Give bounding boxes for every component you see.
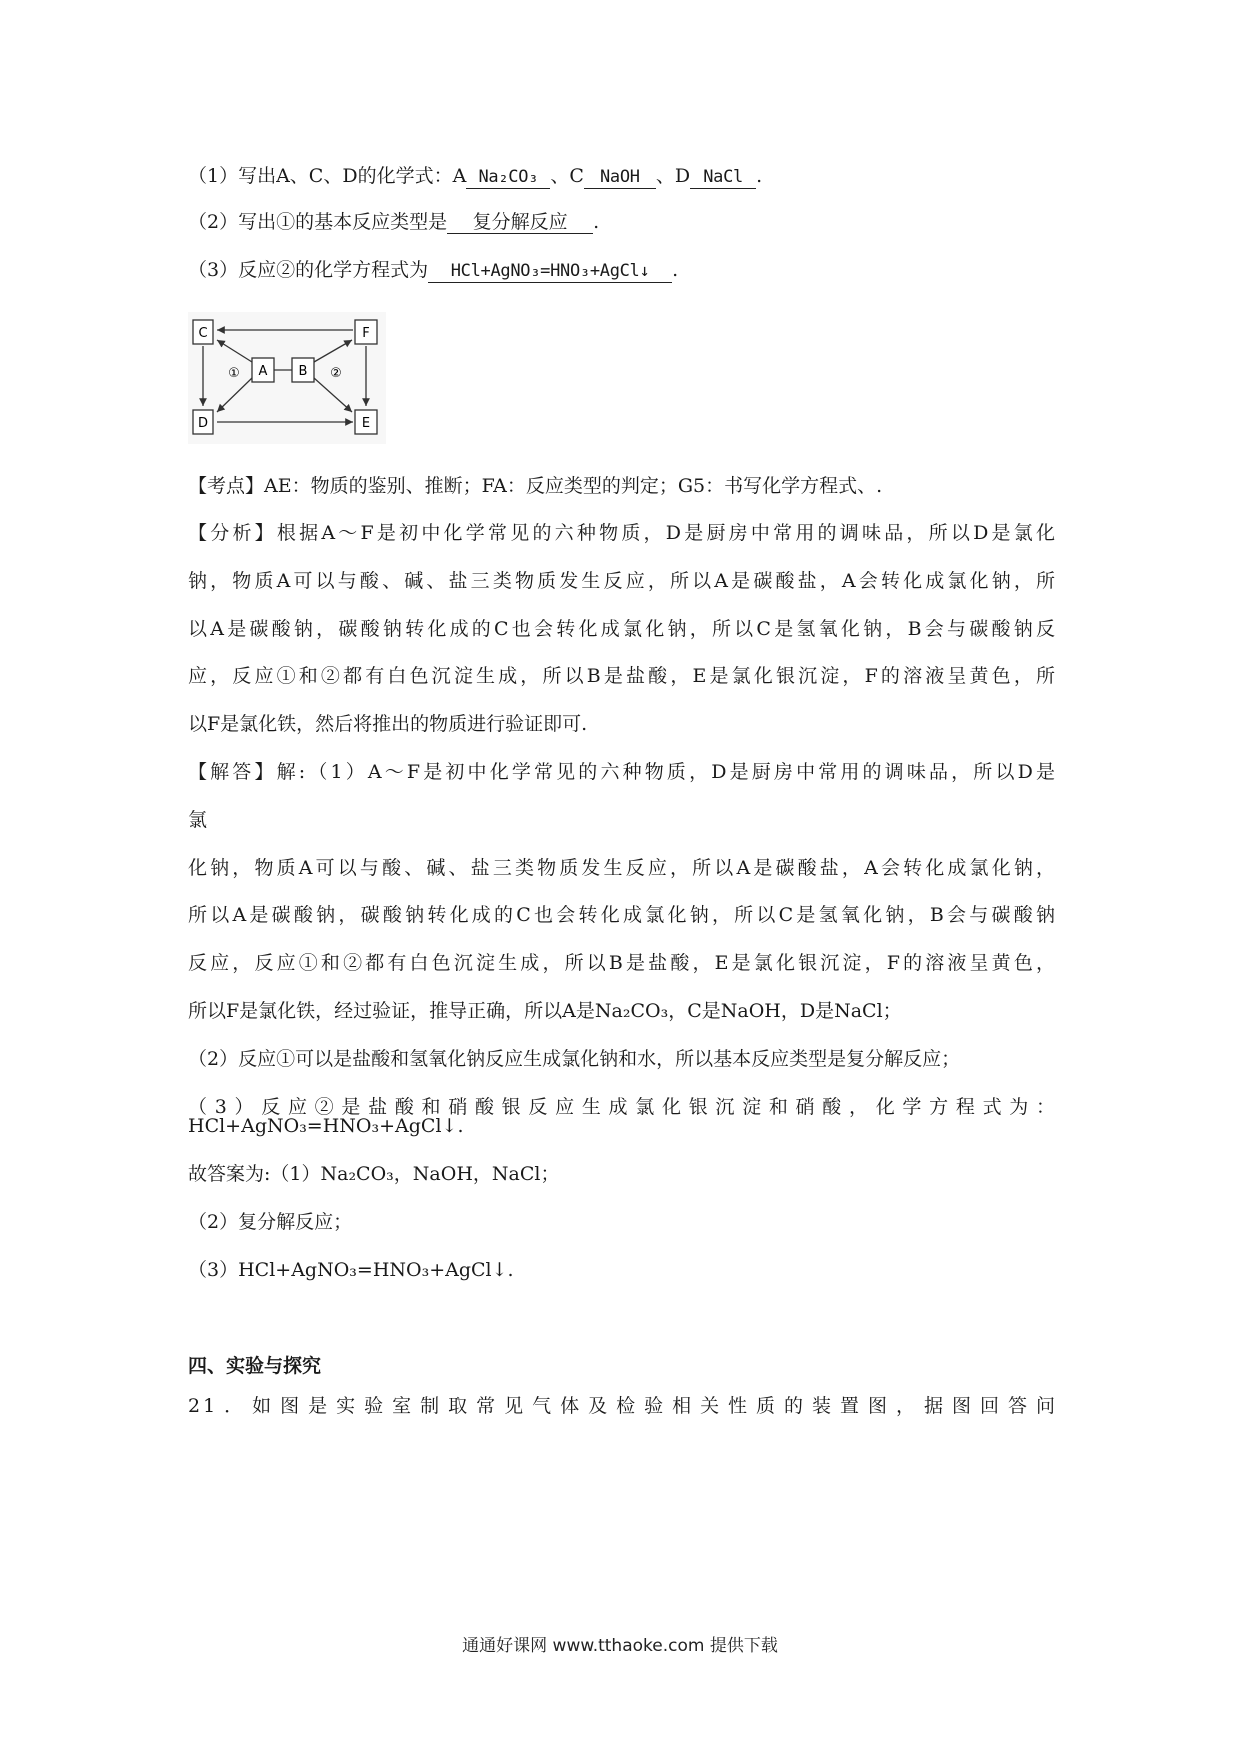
page-footer: 通通好课网 www.tthaoke.com 提供下载 bbox=[462, 1636, 778, 1656]
q3-prefix: （3）反应②的化学方程式为 bbox=[188, 259, 429, 281]
box-a bbox=[252, 358, 274, 382]
q2-end: . bbox=[593, 211, 600, 233]
question-3-line bbox=[188, 256, 678, 284]
analysis-line: 以A是碳酸钠，碳酸钠转化成的C也会转化成氯化钠，所以C是氢氧化钠，B会与碳酸钠反 bbox=[188, 617, 1058, 640]
answer-intro-line bbox=[188, 1160, 559, 1188]
question-2-line bbox=[188, 208, 599, 236]
answer-3-line bbox=[188, 1256, 514, 1284]
kaodian-text: 【考点】AE：物质的鉴别、推断；FA：反应类型的判定；G5：书写化学方程式、. bbox=[188, 475, 883, 497]
solution-equation: HCl+AgNO₃=HNO₃+AgCl↓. bbox=[188, 1115, 464, 1137]
box-b-label: B bbox=[298, 364, 308, 379]
box-c bbox=[193, 320, 213, 344]
q1-end: . bbox=[756, 165, 763, 187]
section-heading: 四、实验与探究 bbox=[188, 1355, 322, 1377]
question-1-line bbox=[188, 162, 762, 190]
solution-equation-line bbox=[188, 1112, 464, 1140]
box-a-label: A bbox=[258, 364, 268, 379]
q1-sep2: 、D bbox=[655, 165, 691, 187]
q1-answer-a: Na₂CO₃ bbox=[466, 166, 550, 189]
answer-3: （3）HCl+AgNO₃=HNO₃+AgCl↓. bbox=[188, 1259, 514, 1281]
solution-line: 【解答】解:（1）A～F是初中化学常见的六种物质，D是厨房中常用的调味品，所以D是氯 bbox=[188, 761, 1058, 831]
box-b bbox=[292, 358, 314, 382]
analysis-line: 钠，物质A可以与酸、碱、盐三类物质发生反应，所以A是碳酸盐，A会转化成氯化钠，所 bbox=[188, 569, 1058, 592]
q2-answer: 复分解反应 bbox=[447, 211, 593, 234]
q1-prefix: （1）写出A、C、D的化学式：A bbox=[188, 165, 467, 187]
reaction-label-1: ① bbox=[228, 366, 240, 381]
solution-line: 所以A是碳酸钠，碳酸钠转化成的C也会转化成氯化钠，所以C是氢氧化钠，B会与碳酸钠 bbox=[188, 904, 1058, 927]
box-d bbox=[193, 410, 213, 434]
analysis-paragraph bbox=[188, 510, 1058, 749]
box-f-label: F bbox=[362, 326, 370, 341]
solution-line: （3）反应②是盐酸和硝酸银反应生成氯化银沉淀和硝酸，化学方程式为： bbox=[188, 1095, 1058, 1118]
q1-sep1: 、C bbox=[550, 165, 584, 187]
analysis-line: 以F是氯化铁，然后将推出的物质进行验证即可. bbox=[188, 713, 588, 736]
solution-line: 化钠，物质A可以与酸、碱、盐三类物质发生反应，所以A是碳酸盐，A会转化成氯化钠， bbox=[188, 856, 1058, 879]
box-e bbox=[355, 410, 377, 434]
box-c-label: C bbox=[198, 326, 208, 341]
q3-answer: HCl+AgNO₃=HNO₃+AgCl↓ bbox=[428, 260, 672, 283]
solution-line: 反应，反应①和②都有白色沉淀生成，所以B是盐酸，E是氯化银沉淀，F的溶液呈黄色， bbox=[188, 952, 1058, 975]
q1-answer-d: NaCl bbox=[690, 166, 756, 189]
answer-2: （2）复分解反应； bbox=[188, 1211, 353, 1233]
q3-end: . bbox=[672, 259, 679, 281]
answer-2-line bbox=[188, 1208, 352, 1236]
q2-prefix: （2）写出①的基本反应类型是 bbox=[188, 211, 448, 233]
question-21: 21．如图是实验室制取常见气体及检验相关性质的装置图，据图回答问 bbox=[188, 1395, 1058, 1417]
box-e-label: E bbox=[361, 416, 371, 431]
box-d-label: D bbox=[197, 416, 209, 431]
solution-line: （2）反应①可以是盐酸和氢氧化钠反应生成氯化钠和水，所以基本反应类型是复分解反应； bbox=[188, 1047, 961, 1070]
reaction-label-2: ② bbox=[330, 366, 342, 381]
q1-answer-c: NaOH bbox=[584, 166, 656, 189]
solution-paragraph bbox=[188, 749, 1058, 1131]
solution-line: 所以F是氯化铁，经过验证，推导正确，所以A是Na₂CO₃，C是NaOH，D是NaCl； bbox=[188, 999, 902, 1022]
analysis-line: 应，反应①和②都有白色沉淀生成，所以B是盐酸，E是氯化银沉淀，F的溶液呈黄色，所 bbox=[188, 665, 1058, 688]
box-f bbox=[355, 320, 377, 344]
kaodian-line bbox=[188, 472, 882, 500]
analysis-line: 【分析】根据A～F是初中化学常见的六种物质，D是厨房中常用的调味品，所以D是氯化 bbox=[188, 522, 1058, 544]
answer-intro: 故答案为:（1）Na₂CO₃，NaOH，NaCl； bbox=[188, 1163, 560, 1185]
reaction-diagram bbox=[188, 312, 386, 444]
